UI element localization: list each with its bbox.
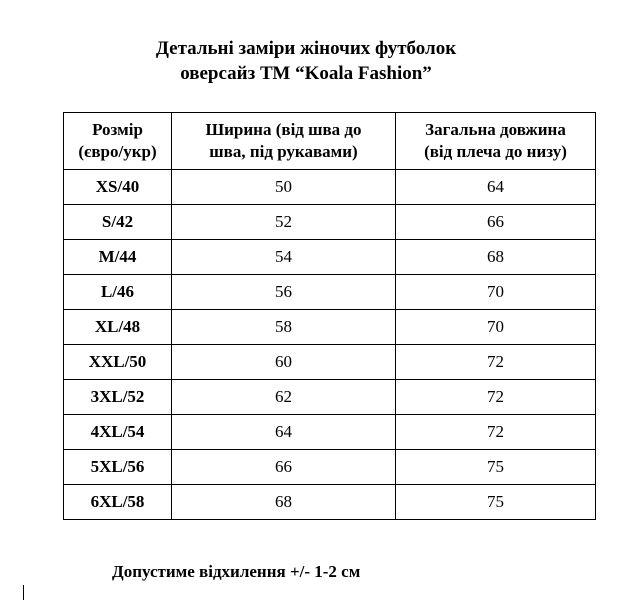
cell-width: 52 [172,205,396,240]
cell-length: 66 [396,205,596,240]
header-length [396,113,596,170]
cell-width: 50 [172,170,396,205]
header-width-line-1: Ширина (від шва до [205,120,362,139]
table-row [64,240,596,275]
cell-length: 75 [396,450,596,485]
cell-width: 56 [172,275,396,310]
header-size [64,113,172,170]
table-row [64,415,596,450]
size-table [63,112,596,520]
cell-length: 68 [396,240,596,275]
cell-size: XS/40 [64,170,172,205]
cell-length: 72 [396,415,596,450]
header-size-line-2: (євро/укр) [78,142,157,161]
cell-size: L/46 [64,275,172,310]
cell-width: 62 [172,380,396,415]
cell-size: XXL/50 [64,345,172,380]
cell-size: 6XL/58 [64,485,172,520]
cell-size: M/44 [64,240,172,275]
text-cursor [23,585,24,600]
cell-length: 64 [396,170,596,205]
table-row [64,380,596,415]
cell-size: 4XL/54 [64,415,172,450]
cell-width: 68 [172,485,396,520]
cell-size: S/42 [64,205,172,240]
cell-width: 66 [172,450,396,485]
table-row [64,485,596,520]
header-size-line-1: Розмір [92,120,143,139]
document-title [0,36,612,86]
table-row [64,205,596,240]
table-row [64,345,596,380]
cell-length: 70 [396,310,596,345]
cell-length: 72 [396,345,596,380]
cell-width: 60 [172,345,396,380]
table-body [64,170,596,520]
cell-size: XL/48 [64,310,172,345]
cell-width: 54 [172,240,396,275]
table-row [64,450,596,485]
table-row [64,310,596,345]
cell-width: 64 [172,415,396,450]
header-length-line-2: (від плеча до низу) [424,142,567,161]
cell-length: 75 [396,485,596,520]
tolerance-note: Допустиме відхилення +/- 1-2 см [112,562,361,581]
header-width-line-2: шва, під рукавами) [209,142,358,161]
cell-width: 58 [172,310,396,345]
cell-size: 3XL/52 [64,380,172,415]
table-row [64,170,596,205]
title-line-2: оверсайз ТМ “Koala Fashion” [180,63,432,84]
table-header-row [64,113,596,170]
header-length-line-1: Загальна довжина [425,120,566,139]
cell-size: 5XL/56 [64,450,172,485]
table-row [64,275,596,310]
header-width [172,113,396,170]
cell-length: 72 [396,380,596,415]
cell-length: 70 [396,275,596,310]
title-line-1: Детальні заміри жіночих футболок [155,38,457,59]
